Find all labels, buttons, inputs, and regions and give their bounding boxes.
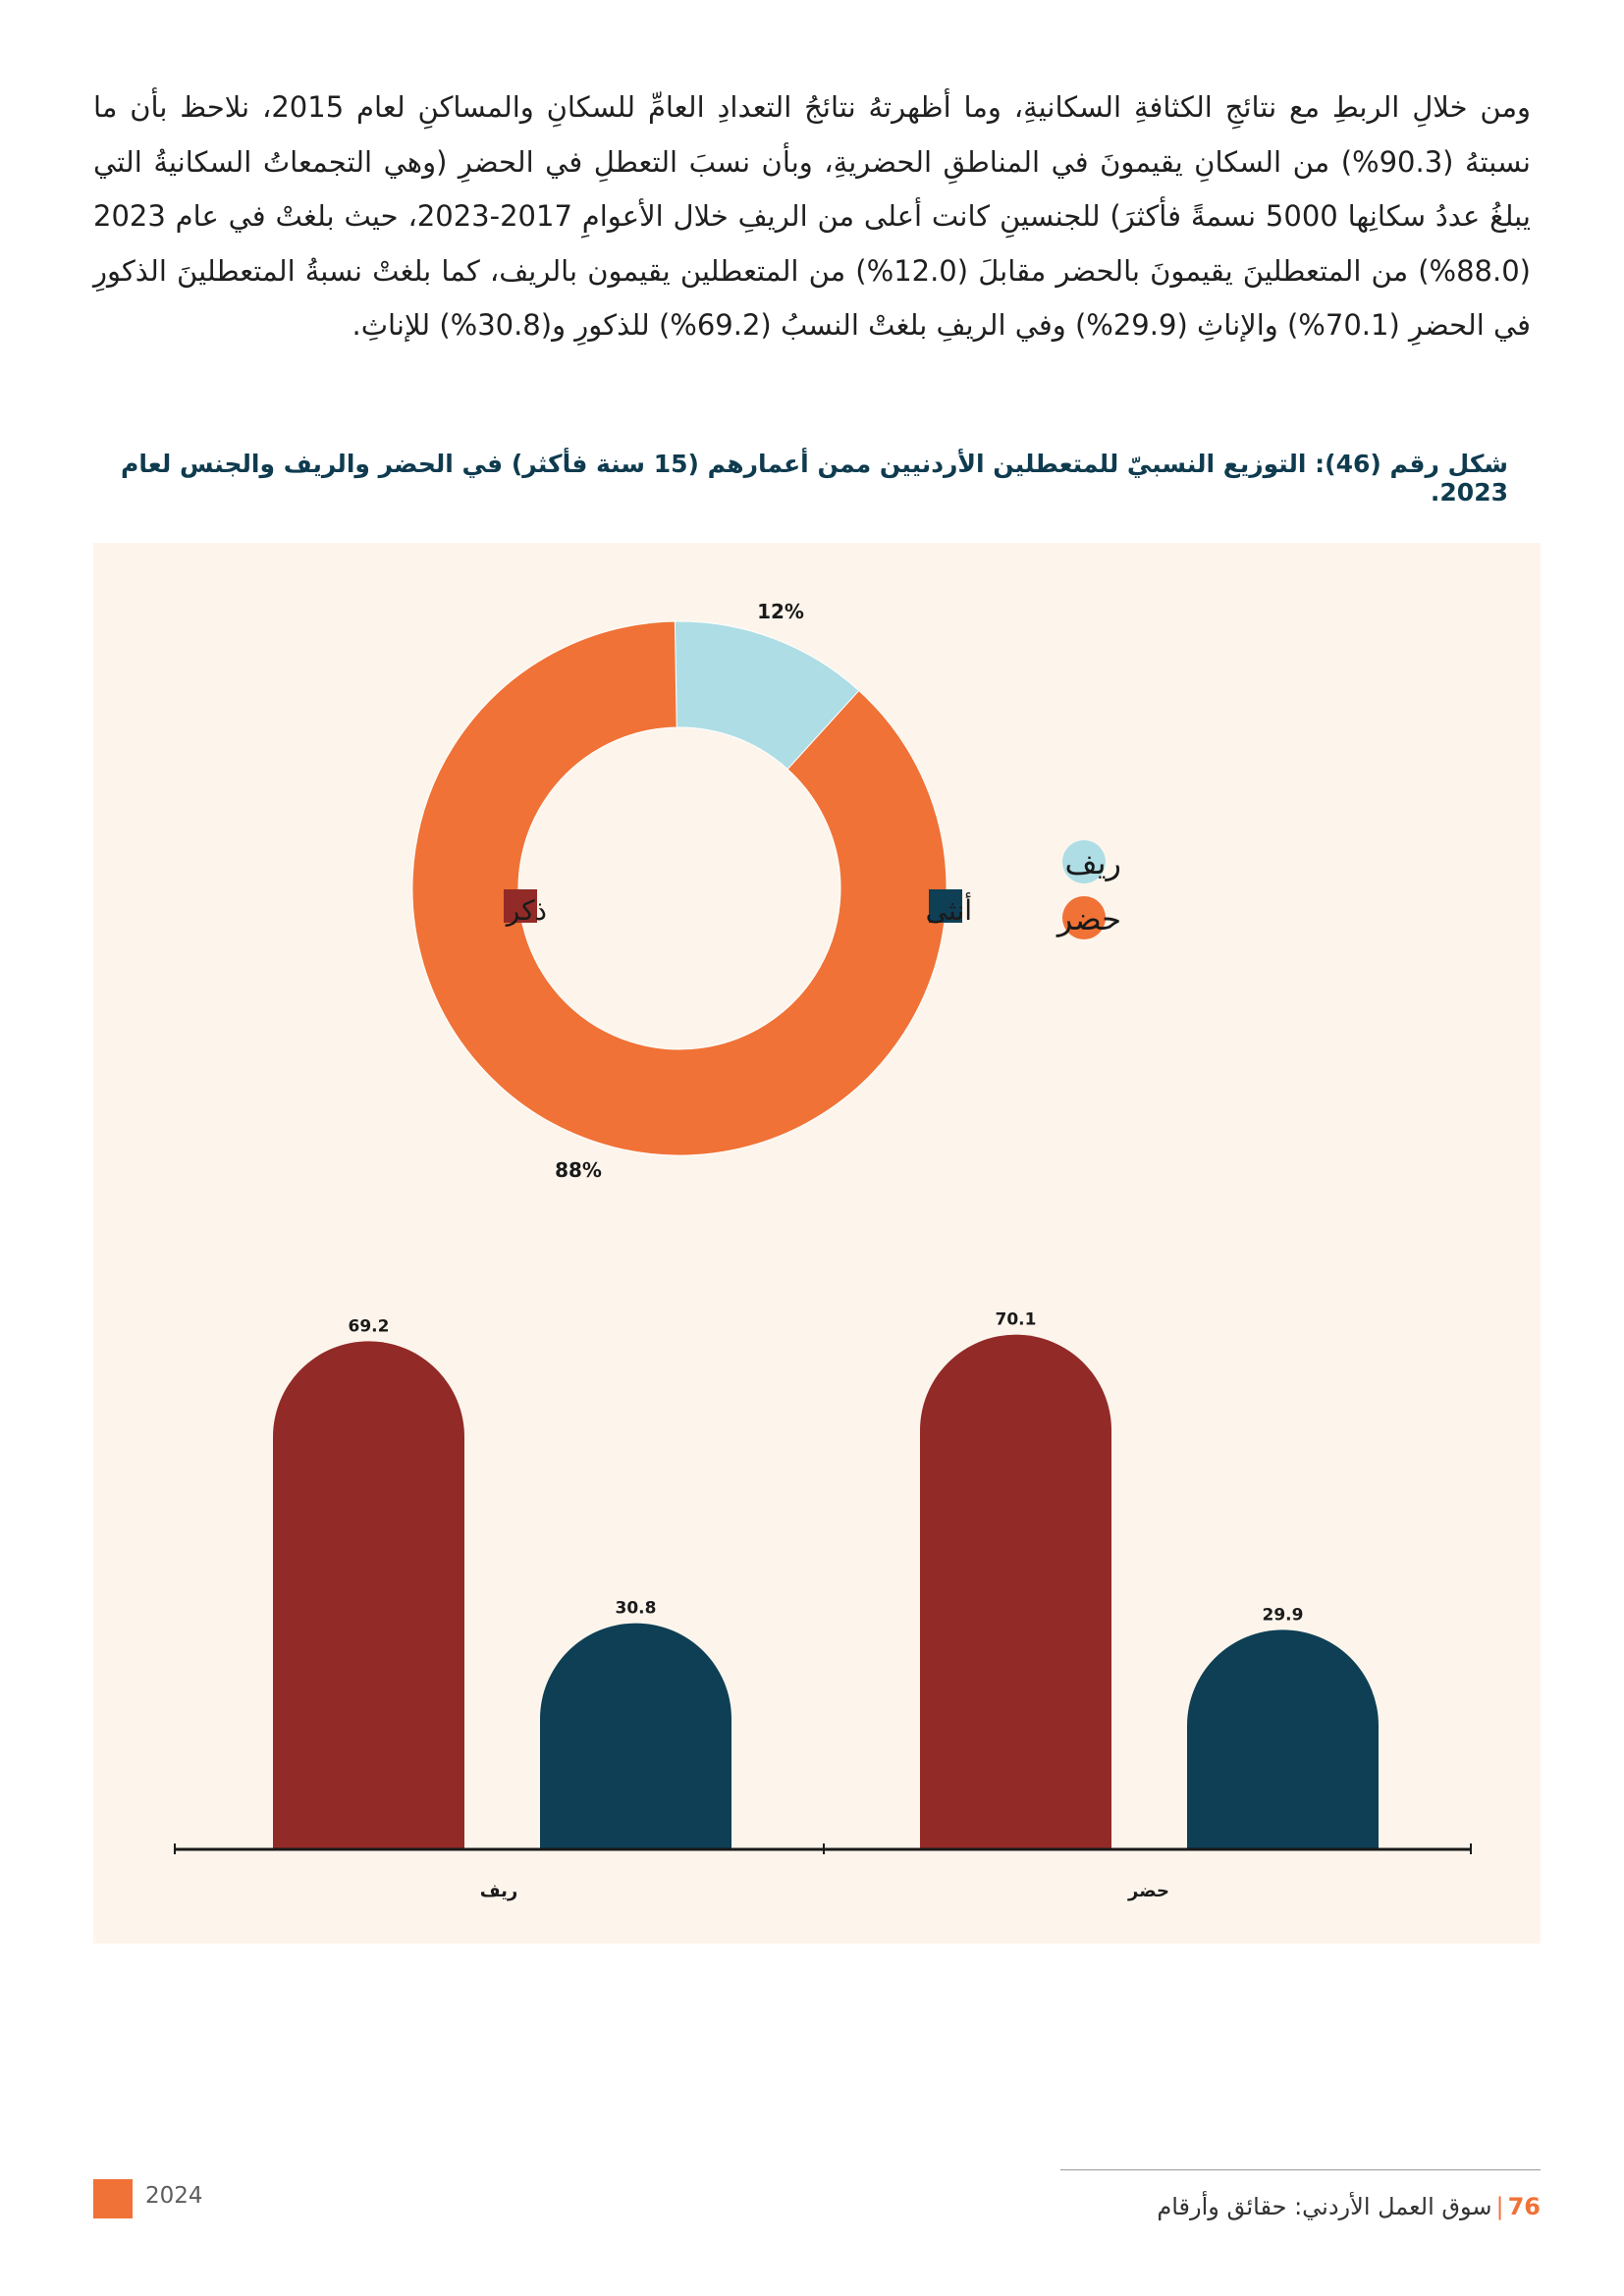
category-label-rural: ريف (479, 1881, 518, 1901)
bar-urban-male (920, 1335, 1111, 1849)
bar-rural-female (540, 1624, 731, 1849)
category-label-urban: حضر (1128, 1881, 1169, 1901)
chart-panel (93, 543, 1541, 1944)
figure-title: شكل رقم (46): التوزيع النسبيّ للمتعطلين الأردنيين ممن أعمارهم (15 سنة فأكثر) في الحضر والريف والجنس لعام 2023. (121, 450, 1508, 507)
bar-value-rural-female: 30.8 (615, 1598, 657, 1619)
footer-color-block (93, 2179, 133, 2218)
charts-canvas (93, 543, 1541, 1944)
bar-urban-female (1187, 1629, 1379, 1849)
bar-value-urban-female: 29.9 (1262, 1605, 1304, 1626)
footer-year: 2024 (145, 2183, 203, 2209)
bar-rural-male (273, 1341, 464, 1849)
page-number: 76 (1507, 2193, 1541, 2220)
bar-legend-label-male: ذكر (506, 894, 547, 927)
footer-separator: | (1495, 2193, 1504, 2220)
donut-label-urban: 88% (555, 1158, 602, 1182)
bar-value-rural-male: 69.2 (348, 1316, 390, 1337)
donut-label-rural: 12% (757, 600, 804, 623)
footer-divider (1060, 2169, 1541, 2170)
publication-title: سوق العمل الأردني: حقائق وأرقام (1157, 2193, 1492, 2220)
footer-page-info (1157, 2193, 1541, 2220)
bar-legend-label-female: أنثى (925, 894, 972, 927)
bar-value-urban-male: 70.1 (995, 1309, 1037, 1330)
body-paragraph: ومن خلالِ الربطِ مع نتائجِ الكثافةِ السكانيةِ، وما أظهرتهُ نتائجُ التعدادِ العامِّ للسكانِ والمساكنِ لعام 2015، نلاحظ بأن ما نسبتهُ (90.3%) من السكانِ يقيمونَ في المناطقِ الحضريةِ، وبأن نسبَ التعطلِ في الحضرِ (وهي التجمعاتُ السكانيةُ التي يبلغُ عددُ سكانِها 5000 نسمةً فأكثرَ) للجنسينِ كانت أعلى من الريفِ خلال الأعوامِ 2017-2023، حيث بلغتْ في عام 2023 (88.0%) من المتعطلينَ يقيمونَ بالحضر مقابلَ (12.0%) من المتعطلين يقيمون بالريف، كما بلغتْ نسبةُ المتعطلينَ الذكورِ في الحضرِ (70.1%) والإناثِ (29.9%) وفي الريفِ بلغتْ النسبُ (69.2%) للذكورِ و(30.8%) للإناثِ. (93, 90, 1531, 342)
legend-label-rural: ريف (1064, 844, 1121, 881)
legend-label-urban: حضر (1056, 900, 1121, 937)
